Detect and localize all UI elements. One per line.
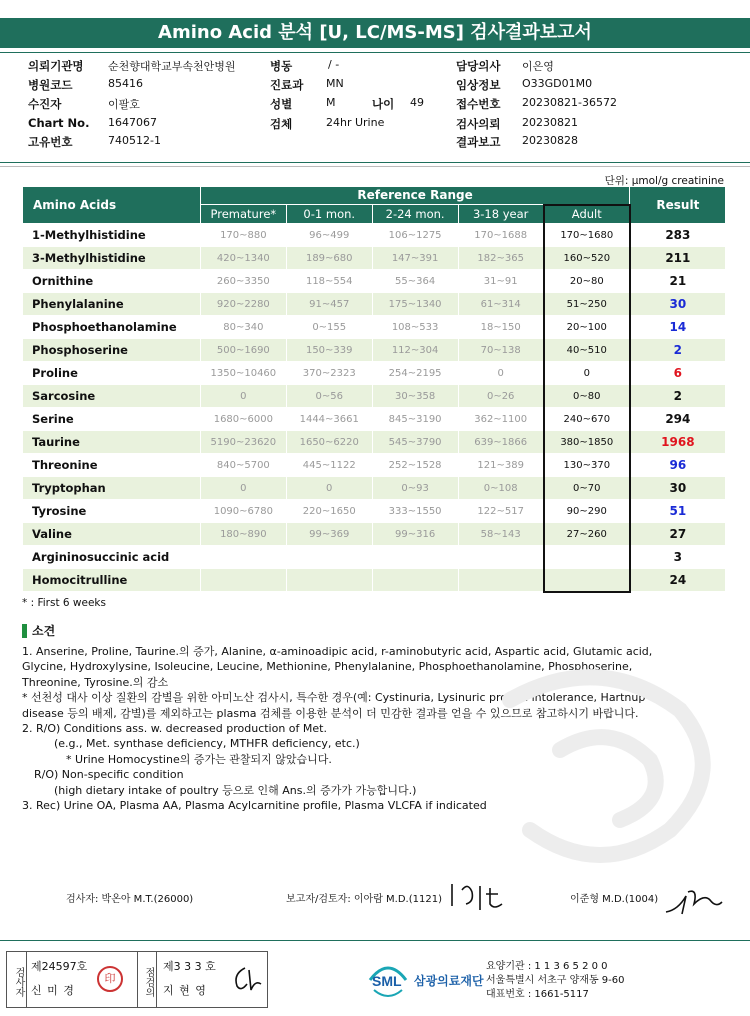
reference-range-cell: 362~1100 xyxy=(458,408,544,431)
result-cell: 30 xyxy=(630,293,726,316)
reference-range-cell: 150~339 xyxy=(286,339,372,362)
reference-range-cell: 0~56 xyxy=(286,385,372,408)
findings-heading xyxy=(22,622,55,639)
table-row xyxy=(23,385,726,408)
result-cell: 30 xyxy=(630,477,726,500)
reference-range-cell: 80~340 xyxy=(200,316,286,339)
reference-range-cell: 445~1122 xyxy=(286,454,372,477)
reference-range-cell: 1350~10460 xyxy=(200,362,286,385)
footnote: * : First 6 weeks xyxy=(22,597,106,609)
reference-range-cell: 220~1650 xyxy=(286,500,372,523)
reference-range-cell: 252~1528 xyxy=(372,454,458,477)
result-cell: 21 xyxy=(630,270,726,293)
finding-line: Threonine, Tyrosine.의 감소 xyxy=(22,675,169,689)
doctor-value: 이은영 xyxy=(522,60,554,73)
chart-no-value: 1647067 xyxy=(108,116,157,129)
reference-range-cell: 189~680 xyxy=(286,247,372,270)
reference-range-cell xyxy=(458,546,544,569)
reference-range-cell xyxy=(458,569,544,592)
receipt-no-label: 접수번호 xyxy=(456,97,501,111)
finding-line: * 선천성 대사 이상 질환의 감별을 위한 아미노산 검사시, 특수한 경우(예: Cystinuria, Lysinuric protein intolerance, Hartnup xyxy=(22,691,646,705)
reference-range-cell: 118~554 xyxy=(286,270,372,293)
adult-range-cell xyxy=(544,546,630,569)
amino-acid-name: Phenylalanine xyxy=(23,293,201,316)
reference-range-cell: 1090~6780 xyxy=(200,500,286,523)
company-logo xyxy=(368,962,484,998)
dept-label: 진료과 xyxy=(270,78,304,92)
result-cell: 2 xyxy=(630,339,726,362)
request-date-label: 검사의뢰 xyxy=(456,117,501,131)
table-row xyxy=(23,546,726,569)
reference-range-cell: 920~2280 xyxy=(200,293,286,316)
reporter-signature: 보고자/검토자: 이아람 M.D.(1121) xyxy=(286,894,442,905)
unique-no-value: 740512-1 xyxy=(108,134,161,147)
reference-range-cell: 545~3790 xyxy=(372,431,458,454)
col-premature: Premature* xyxy=(200,205,286,224)
reference-range-cell: 845~3190 xyxy=(372,408,458,431)
amino-acid-name: Argininosuccinic acid xyxy=(23,546,201,569)
clinical-info-value: O33GD01M0 xyxy=(522,77,593,90)
reference-range-cell: 0~26 xyxy=(458,385,544,408)
table-row xyxy=(23,247,726,270)
reference-range-cell: 0~155 xyxy=(286,316,372,339)
reference-range-cell: 175~1340 xyxy=(372,293,458,316)
table-row xyxy=(23,224,726,247)
reference-range-cell: 0~108 xyxy=(458,477,544,500)
result-cell: 3 xyxy=(630,546,726,569)
reference-range-cell: 170~880 xyxy=(200,224,286,247)
table-row xyxy=(23,408,726,431)
adult-range-cell xyxy=(544,569,630,592)
amino-acid-name: Valine xyxy=(23,523,201,546)
amino-acid-name: 3-Methylhistidine xyxy=(23,247,201,270)
result-cell: 27 xyxy=(630,523,726,546)
table-body xyxy=(23,224,726,592)
agency-code: 요양기관 : 1 1 3 6 5 2 0 0 xyxy=(486,961,608,972)
adult-range-cell: 240~670 xyxy=(544,408,630,431)
finding-line: (high dietary intake of poultry 등으로 인해 Ans.의 증가가 가능합니다.) xyxy=(54,783,417,797)
adult-range-cell: 0~80 xyxy=(544,385,630,408)
reference-range-cell: 61~314 xyxy=(458,293,544,316)
adult-range-cell: 0~70 xyxy=(544,477,630,500)
right-stamp-name: 지 현 영 xyxy=(163,984,207,997)
reference-range-cell: 260~3350 xyxy=(200,270,286,293)
amino-acid-name: 1-Methylhistidine xyxy=(23,224,201,247)
right-stamp-label: 점검의 xyxy=(137,952,157,1007)
reference-range-cell: 1680~6000 xyxy=(200,408,286,431)
reference-range-cell: 0~93 xyxy=(372,477,458,500)
finding-line: R/O) Non-specific condition xyxy=(34,768,184,782)
table-row xyxy=(23,316,726,339)
col-amino-acids: Amino Acids xyxy=(23,187,201,224)
watermark-icon xyxy=(470,640,740,890)
chart-no-label: Chart No. xyxy=(28,116,90,130)
reference-range-cell: 147~391 xyxy=(372,247,458,270)
finding-line: (e.g., Met. synthase deficiency, MTHFR deficiency, etc.) xyxy=(54,737,360,751)
reference-range-cell: 0 xyxy=(458,362,544,385)
reference-range-cell: 70~138 xyxy=(458,339,544,362)
finding-line: 1. Anserine, Proline, Taurine.의 증가, Alanine, α-aminoadipic acid, r-aminobutyric acid, Aspartic acid, Glutamic acid, xyxy=(22,645,653,658)
reference-range-cell: 254~2195 xyxy=(372,362,458,385)
patient-name-label: 수진자 xyxy=(28,97,62,111)
amino-acid-name: Ornithine xyxy=(23,270,201,293)
result-cell: 6 xyxy=(630,362,726,385)
reference-range-cell: 0 xyxy=(286,477,372,500)
finding-line: 2. R/O) Conditions ass. w. decreased production of Met. xyxy=(22,722,327,736)
adult-range-cell: 380~1850 xyxy=(544,431,630,454)
amino-acid-name: Serine xyxy=(23,408,201,431)
header-divider xyxy=(0,52,750,53)
col-2-24-mon: 2-24 mon. xyxy=(372,205,458,224)
reference-range-cell xyxy=(286,546,372,569)
reference-range-cell: 182~365 xyxy=(458,247,544,270)
result-cell: 294 xyxy=(630,408,726,431)
info-divider-top xyxy=(0,162,750,163)
reference-range-cell: 0 xyxy=(200,477,286,500)
ward-value: / - xyxy=(328,58,340,71)
finding-line: Glycine, Hydroxylysine, Isoleucine, Leucine, Methionine, Phenylalanine, Phosphoethanolamine, Phosphoserine, xyxy=(22,660,633,674)
seal-icon: 印 xyxy=(97,966,123,992)
table-row xyxy=(23,454,726,477)
reference-range-cell: 96~499 xyxy=(286,224,372,247)
reference-range-cell: 170~1688 xyxy=(458,224,544,247)
reference-range-cell xyxy=(372,569,458,592)
result-cell: 211 xyxy=(630,247,726,270)
adult-range-cell: 170~1680 xyxy=(544,224,630,247)
reference-range-cell: 121~389 xyxy=(458,454,544,477)
col-3-18-year: 3-18 year xyxy=(458,205,544,224)
company-name: 삼광의료재단 xyxy=(414,973,484,988)
reference-range-cell: 370~2323 xyxy=(286,362,372,385)
table-row xyxy=(23,339,726,362)
hospital-code-value: 85416 xyxy=(108,77,143,90)
adult-range-cell: 51~250 xyxy=(544,293,630,316)
report-date-label: 결과보고 xyxy=(456,135,501,149)
hospital-code-label: 병원코드 xyxy=(28,78,73,92)
amino-acid-name: Homocitrulline xyxy=(23,569,201,592)
doctor-sign-mark-icon xyxy=(664,884,724,918)
amino-acid-name: Phosphoethanolamine xyxy=(23,316,201,339)
logo-text: SML xyxy=(372,973,402,989)
specimen-label: 검체 xyxy=(270,117,293,131)
result-cell: 24 xyxy=(630,569,726,592)
reference-range-cell: 122~517 xyxy=(458,500,544,523)
reference-range-cell: 1650~6220 xyxy=(286,431,372,454)
reference-range-cell: 108~533 xyxy=(372,316,458,339)
inspector-sign-icon xyxy=(229,964,265,994)
clinical-info-label: 임상정보 xyxy=(456,78,501,92)
amino-acid-name: Tryptophan xyxy=(23,477,201,500)
adult-range-cell: 90~290 xyxy=(544,500,630,523)
reference-range-cell: 99~369 xyxy=(286,523,372,546)
reference-range-cell xyxy=(372,546,458,569)
reference-range-cell: 31~91 xyxy=(458,270,544,293)
ward-label: 병동 xyxy=(270,59,293,73)
table-row xyxy=(23,270,726,293)
report-date-value: 20230828 xyxy=(522,134,578,147)
reference-range-cell: 30~358 xyxy=(372,385,458,408)
col-result: Result xyxy=(630,187,726,224)
reference-range-cell: 91~457 xyxy=(286,293,372,316)
table-row xyxy=(23,477,726,500)
table-row xyxy=(23,523,726,546)
table-row xyxy=(23,431,726,454)
adult-range-cell: 130~370 xyxy=(544,454,630,477)
reference-range-cell xyxy=(286,569,372,592)
receipt-no-value: 20230821-36572 xyxy=(522,96,617,109)
amino-acid-name: Proline xyxy=(23,362,201,385)
amino-acid-name: Taurine xyxy=(23,431,201,454)
adult-range-cell: 20~80 xyxy=(544,270,630,293)
left-stamp-label: 검사자 xyxy=(7,952,27,1007)
specimen-value: 24hr Urine xyxy=(326,116,385,129)
table-row xyxy=(23,569,726,592)
sex-value: M xyxy=(326,96,336,109)
reference-range-cell: 0 xyxy=(200,385,286,408)
reference-range-cell: 840~5700 xyxy=(200,454,286,477)
result-cell: 1968 xyxy=(630,431,726,454)
adult-range-cell: 27~260 xyxy=(544,523,630,546)
info-divider-bottom xyxy=(0,166,750,167)
finding-line: 3. Rec) Urine OA, Plasma AA, Plasma Acylcarnitine profile, Plasma VLCFA if indicated xyxy=(22,799,487,813)
reference-range-cell: 500~1690 xyxy=(200,339,286,362)
adult-range-cell: 0 xyxy=(544,362,630,385)
reference-range-cell xyxy=(200,546,286,569)
right-stamp-no: 제3 3 3 호 xyxy=(163,960,216,973)
amino-acid-name: Tyrosine xyxy=(23,500,201,523)
reference-range-cell: 55~364 xyxy=(372,270,458,293)
reference-range-cell xyxy=(200,569,286,592)
patient-name-value: 이팔호 xyxy=(108,98,140,111)
result-cell: 2 xyxy=(630,385,726,408)
col-reference-range: Reference Range xyxy=(200,187,629,205)
adult-range-cell: 40~510 xyxy=(544,339,630,362)
amino-acid-name: Sarcosine xyxy=(23,385,201,408)
reference-range-cell: 112~304 xyxy=(372,339,458,362)
finding-line: disease 등의 배제, 감별)를 제외하고는 plasma 검체를 이용한 분석이 더 민감한 결과를 얻을 수 있으므로 참고하시기 바랍니다. xyxy=(22,706,639,720)
table-row xyxy=(23,362,726,385)
request-date-value: 20230821 xyxy=(522,116,578,129)
table-row xyxy=(23,293,726,316)
sex-label: 성별 xyxy=(270,97,293,111)
section-marker xyxy=(22,624,27,638)
unit-label: 단위: µmol/g creatinine xyxy=(604,175,724,187)
footer-divider xyxy=(0,940,750,941)
reference-range-cell: 333~1550 xyxy=(372,500,458,523)
reference-range-cell: 99~316 xyxy=(372,523,458,546)
dept-value: MN xyxy=(326,77,344,90)
reference-range-cell: 58~143 xyxy=(458,523,544,546)
reference-range-cell: 106~1275 xyxy=(372,224,458,247)
result-cell: 14 xyxy=(630,316,726,339)
stamp-box xyxy=(6,951,268,1008)
reference-range-cell: 180~890 xyxy=(200,523,286,546)
referrer-value: 순천향대학교부속천안병원 xyxy=(108,60,236,73)
unique-no-label: 고유번호 xyxy=(28,135,73,149)
amino-acid-table xyxy=(22,186,726,593)
referrer-label: 의뢰기관명 xyxy=(28,59,84,73)
age-label: 나이 xyxy=(372,97,395,111)
tester-signature: 검사자: 박온아 M.T.(26000) xyxy=(66,894,194,905)
findings-title: 소견 xyxy=(32,624,56,638)
company-address xyxy=(486,960,625,1002)
adult-range-cell: 20~100 xyxy=(544,316,630,339)
result-cell: 51 xyxy=(630,500,726,523)
address-line: 서울특별시 서초구 양재동 9-60 xyxy=(486,975,625,986)
amino-acid-name: Phosphoserine xyxy=(23,339,201,362)
reference-range-cell: 18~150 xyxy=(458,316,544,339)
result-cell: 283 xyxy=(630,224,726,247)
doctor-label: 담당의사 xyxy=(456,59,501,73)
reference-range-cell: 1444~3661 xyxy=(286,408,372,431)
table-row xyxy=(23,500,726,523)
reference-range-cell: 639~1866 xyxy=(458,431,544,454)
col-adult: Adult xyxy=(544,205,630,224)
patient-info xyxy=(0,54,750,150)
reference-range-cell: 420~1340 xyxy=(200,247,286,270)
age-value: 49 xyxy=(410,96,424,109)
left-stamp-name: 신 미 경 xyxy=(31,984,75,997)
result-cell: 96 xyxy=(630,454,726,477)
phone-line: 대표번호 : 1661-5117 xyxy=(486,989,589,1000)
amino-acid-name: Threonine xyxy=(23,454,201,477)
left-stamp-no: 제24597호 xyxy=(31,960,88,973)
col-0-1-mon: 0-1 mon. xyxy=(286,205,372,224)
finding-line: * Urine Homocystine의 증가는 관찰되지 않았습니다. xyxy=(66,752,332,766)
report-title: Amino Acid 분석 [U, LC/MS-MS] 검사결과보고서 xyxy=(0,18,750,48)
adult-range-cell: 160~520 xyxy=(544,247,630,270)
reference-range-cell: 5190~23620 xyxy=(200,431,286,454)
doctor-signature: 이준형 M.D.(1004) xyxy=(570,894,659,905)
reporter-sign-mark-icon xyxy=(446,880,506,914)
